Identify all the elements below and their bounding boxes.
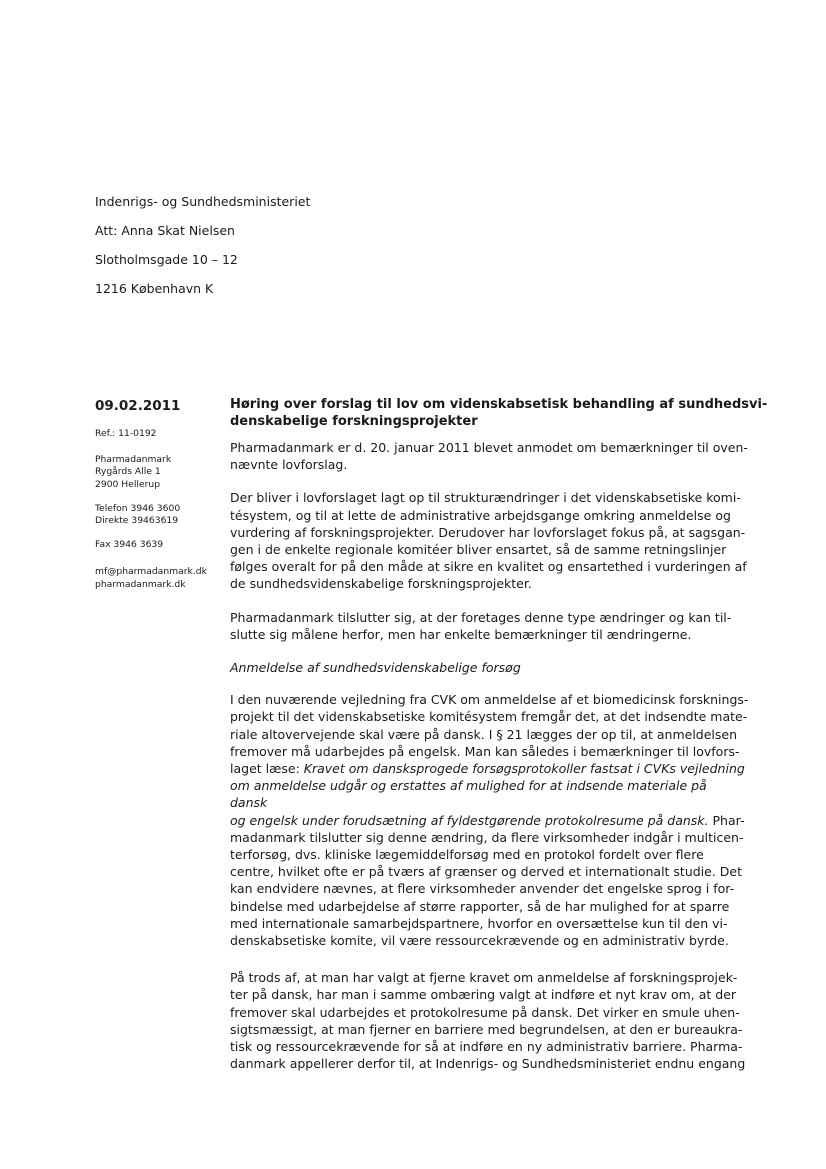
- recipient-name: Indenrigs- og Sundhedsministeriet: [95, 194, 311, 209]
- text-line: ter på dansk, har man i samme ombæring valgt at indføre et nyt krav om, at der: [230, 987, 737, 1003]
- paragraph-4: [230, 691, 749, 949]
- text-line: fremover skal udarbejdes et protokolresume på dansk. Det virker en smule uhen-: [230, 1004, 740, 1020]
- reference: Ref.: 11-0192: [95, 428, 157, 439]
- title-line: denskabelige forskningsprojekter: [230, 414, 478, 429]
- text-line: de sundhedsvidenskabelige forskningsprojekter.: [230, 576, 532, 592]
- recipient-att: Att: Anna Skat Nielsen: [95, 223, 235, 238]
- text-line: Pharmadanmark tilslutter sig, at der foretages denne type ændringer og kan til-: [230, 609, 732, 625]
- text-line: På trods af, at man har valgt at fjerne kravet om anmeldelse af forskningsprojek-: [230, 970, 738, 986]
- text-line: [230, 760, 745, 777]
- text-line: tisk og ressourcekrævende for så at indføre en ny administrativ barriere. Pharma-: [230, 1039, 743, 1055]
- recipient-address: [95, 193, 310, 309]
- website-link[interactable]: pharmadanmark.dk: [95, 578, 186, 590]
- text-line: gen i de enkelte regionale komitéer bliver ensartet, så de samme retningslinjer: [230, 542, 727, 558]
- phone-line: Direkte 39463619: [95, 515, 179, 527]
- contact-web: [95, 566, 225, 590]
- text-line: med internationale samarbejdspartnere, hvorfor en oversættelse kun til den vi-: [230, 915, 728, 931]
- text-line: centre, hvilket ofte er på tværs af grænser og derved et internationalt studie. Det: [230, 864, 743, 880]
- sender-address: [95, 454, 225, 491]
- text-line: I den nuværende vejledning fra CVK om anmeldelse af et biomedicinsk forsknings-: [230, 692, 749, 708]
- phone-numbers: [95, 503, 225, 527]
- letter-title: [230, 396, 768, 430]
- text-line: kan endvidere nævnes, at flere virksomheder anvender det engelske sprog i for-: [230, 881, 735, 897]
- letter-body: [230, 396, 768, 1089]
- quoted-text: Kravet om dansksprogede forsøgsprotokoller fastsat i CVKs vejledning: [303, 761, 745, 777]
- fax-number: Fax 3946 3639: [95, 539, 164, 551]
- paragraph-1: [230, 439, 748, 473]
- text-fragment: laget læse:: [230, 761, 304, 777]
- text-line: slutte sig målene herfor, men har enkelte bemærkninger til ændringerne.: [230, 626, 692, 642]
- text-line: terforsøg, dvs. kliniske lægemiddelforsøg med en protokol fordelt over flere: [230, 847, 704, 863]
- text-line: bindelse med udarbejdelse af større rapporter, så de har mulighed for at sparre: [230, 898, 730, 914]
- section-heading: Anmeldelse af sundhedsvidenskabelige forsøg: [230, 660, 521, 676]
- sender-sidebar: [95, 398, 225, 591]
- text-line: Der bliver i lovforslaget lagt op til strukturændringer i det videnskabsetiske komi-: [230, 490, 741, 506]
- text-line: danmark appellerer derfor til, at Indenrigs- og Sundhedsministeriet endnu engang: [230, 1056, 746, 1072]
- text-line: riale altovervejende skal være på dansk. I § 21 lægges der op til, at anmeldelsen: [230, 726, 738, 742]
- quoted-text: om anmeldelse udgår og erstattes af mulighed for at indsende materiale på dansk: [230, 778, 707, 811]
- letter-date: 09.02.2011: [95, 398, 181, 414]
- paragraph-3: [230, 609, 732, 643]
- quoted-text: og engelsk under forudsætning af fyldestgørende protokolresume på dansk.: [230, 812, 709, 828]
- paragraph-5: [230, 969, 746, 1072]
- sender-line: Pharmadanmark: [95, 454, 172, 466]
- phone-line: Telefon 3946 3600: [95, 502, 181, 514]
- text-line: [230, 812, 745, 829]
- title-line: Høring over forslag til lov om videnskabsetisk behandling af sundhedsvi-: [230, 397, 768, 412]
- text-line: vurdering af forskningsprojekter. Derudover har lovforslaget fokus på, at sagsgan-: [230, 524, 746, 540]
- text-line: tésystem, og til at lette de administrative arbejdsgange omkring anmeldelse og: [230, 507, 731, 523]
- text-line: nævnte lovforslag.: [230, 457, 348, 473]
- text-fragment: Phar-: [708, 812, 745, 828]
- sender-line: Rygårds Alle 1: [95, 466, 161, 478]
- text-line: denskabsetiske komite, vil være ressourcekrævende og en administrativ byrde.: [230, 933, 729, 949]
- email-link[interactable]: mf@pharmadanmark.dk: [95, 566, 207, 578]
- sender-line: 2900 Hellerup: [95, 478, 161, 490]
- recipient-city: 1216 København K: [95, 281, 214, 296]
- text-line: følges overalt for på den måde at sikre en kvalitet og ensartethed i vurderingen af: [230, 559, 747, 575]
- text-line: madanmark tilslutter sig denne ændring, da flere virksomheder indgår i multicen-: [230, 829, 744, 845]
- paragraph-2: [230, 489, 747, 592]
- text-line: sigtsmæssigt, at man fjerner en barriere med begrundelsen, at den er bureaukra-: [230, 1021, 743, 1037]
- text-line: Pharmadanmark er d. 20. januar 2011 blevet anmodet om bemærkninger til oven-: [230, 440, 748, 455]
- recipient-street: Slotholmsgade 10 – 12: [95, 252, 238, 267]
- text-line: fremover må udarbejdes på engelsk. Man kan således i bemærkninger til lovfors-: [230, 743, 740, 759]
- text-line: projekt til det videnskabsetiske komitésystem fremgår det, at det indsendte mate-: [230, 709, 748, 725]
